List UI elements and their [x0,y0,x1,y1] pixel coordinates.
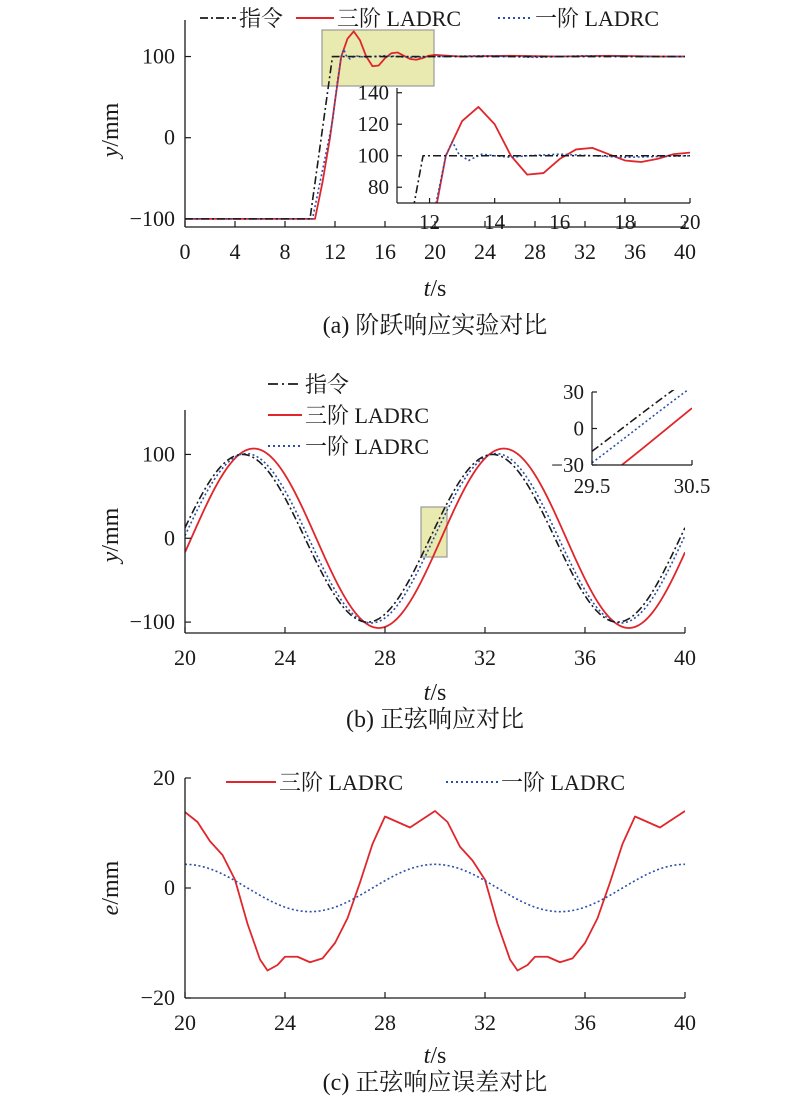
x-tick-label: 24 [274,645,296,670]
legend-third-order-label: 三阶 LADRC [305,403,430,428]
y-tick-label: 30 [563,380,584,404]
x-tick-label: 12 [324,239,346,264]
y-tick-label: 140 [357,80,389,105]
x-tick-label: 8 [279,239,291,264]
panel-sine-error [98,765,696,1096]
caption-c: (c) 正弦响应误差对比 [322,1070,548,1096]
y-tick-label: 80 [368,175,389,200]
x-tick-label: 36 [574,1010,596,1035]
x-axis-label: t/s [423,1043,447,1069]
y-tick-label: 0 [164,875,175,900]
x-tick-label: 20 [679,210,701,234]
legend-command-label: 指令 [239,6,284,31]
x-axis-label: t/s [423,276,447,302]
y-tick-label: 0 [573,416,584,441]
y-tick-label: 0 [164,525,175,551]
x-tick-label: 4 [229,239,241,264]
legend [200,6,659,31]
x-tick-label: 40 [674,239,696,264]
y-tick-label: 100 [357,143,389,168]
legend-first-order-label: 一阶 LADRC [501,770,626,795]
x-axis-label: t/s [423,680,447,706]
x-tick-label: 29.5 [573,474,611,498]
x-tick-label: 20 [424,239,446,264]
inset-plot-area [592,392,692,465]
panel-sine-response [98,372,710,733]
y-ticks [130,441,191,634]
x-tick-label: 28 [524,239,546,264]
caption-b: (b) 正弦响应对比 [346,707,524,733]
y-tick-label: 20 [153,765,175,790]
x-tick-label: 24 [274,1010,296,1035]
x-tick-label: 18 [614,210,636,234]
x-tick-label: 0 [179,239,191,264]
x-tick-label: 30.5 [673,474,711,498]
y-ticks [130,44,191,231]
y-axis-label: e/mm [98,860,124,916]
legend-third-order-label: 三阶 LADRC [337,6,462,31]
legend-first-order-label: 一阶 LADRC [305,434,430,459]
x-tick-label: 36 [574,645,596,670]
x-tick-label: 20 [174,1010,196,1035]
x-tick-label: 32 [574,239,596,264]
legend-third-order-label: 三阶 LADRC [279,770,404,795]
legend-first-order-label: 一阶 LADRC [535,6,660,31]
x-tick-label: 36 [624,239,646,264]
x-tick-label: 40 [674,1010,696,1035]
x-tick-label: 28 [374,645,396,670]
y-ticks [141,765,191,1010]
x-tick-label: 28 [374,1010,396,1035]
legend-command-label: 指令 [305,372,350,397]
x-tick-label: 16 [374,239,396,264]
caption-a: (a) 阶跃响应实验对比 [322,313,548,339]
y-tick-label: −100 [129,609,175,635]
y-tick-label: −30 [551,453,584,477]
x-tick-label: 16 [549,210,571,234]
x-tick-label: 32 [474,1010,496,1035]
y-tick-label: −20 [140,985,175,1010]
y-tick-label: 120 [357,112,389,137]
x-tick-label: 12 [419,210,441,234]
y-tick-label: −100 [129,205,175,231]
y-axis-label: y/mm [98,102,124,158]
y-axis-label: y/mm [98,507,124,563]
y-tick-label: 100 [142,441,175,467]
x-tick-label: 24 [474,239,496,264]
x-tick-label: 40 [674,645,696,670]
y-tick-label: 0 [164,124,175,150]
x-tick-label: 20 [174,645,196,670]
y-tick-label: 100 [142,43,175,69]
x-tick-label: 14 [484,210,506,234]
x-tick-label: 32 [474,645,496,670]
